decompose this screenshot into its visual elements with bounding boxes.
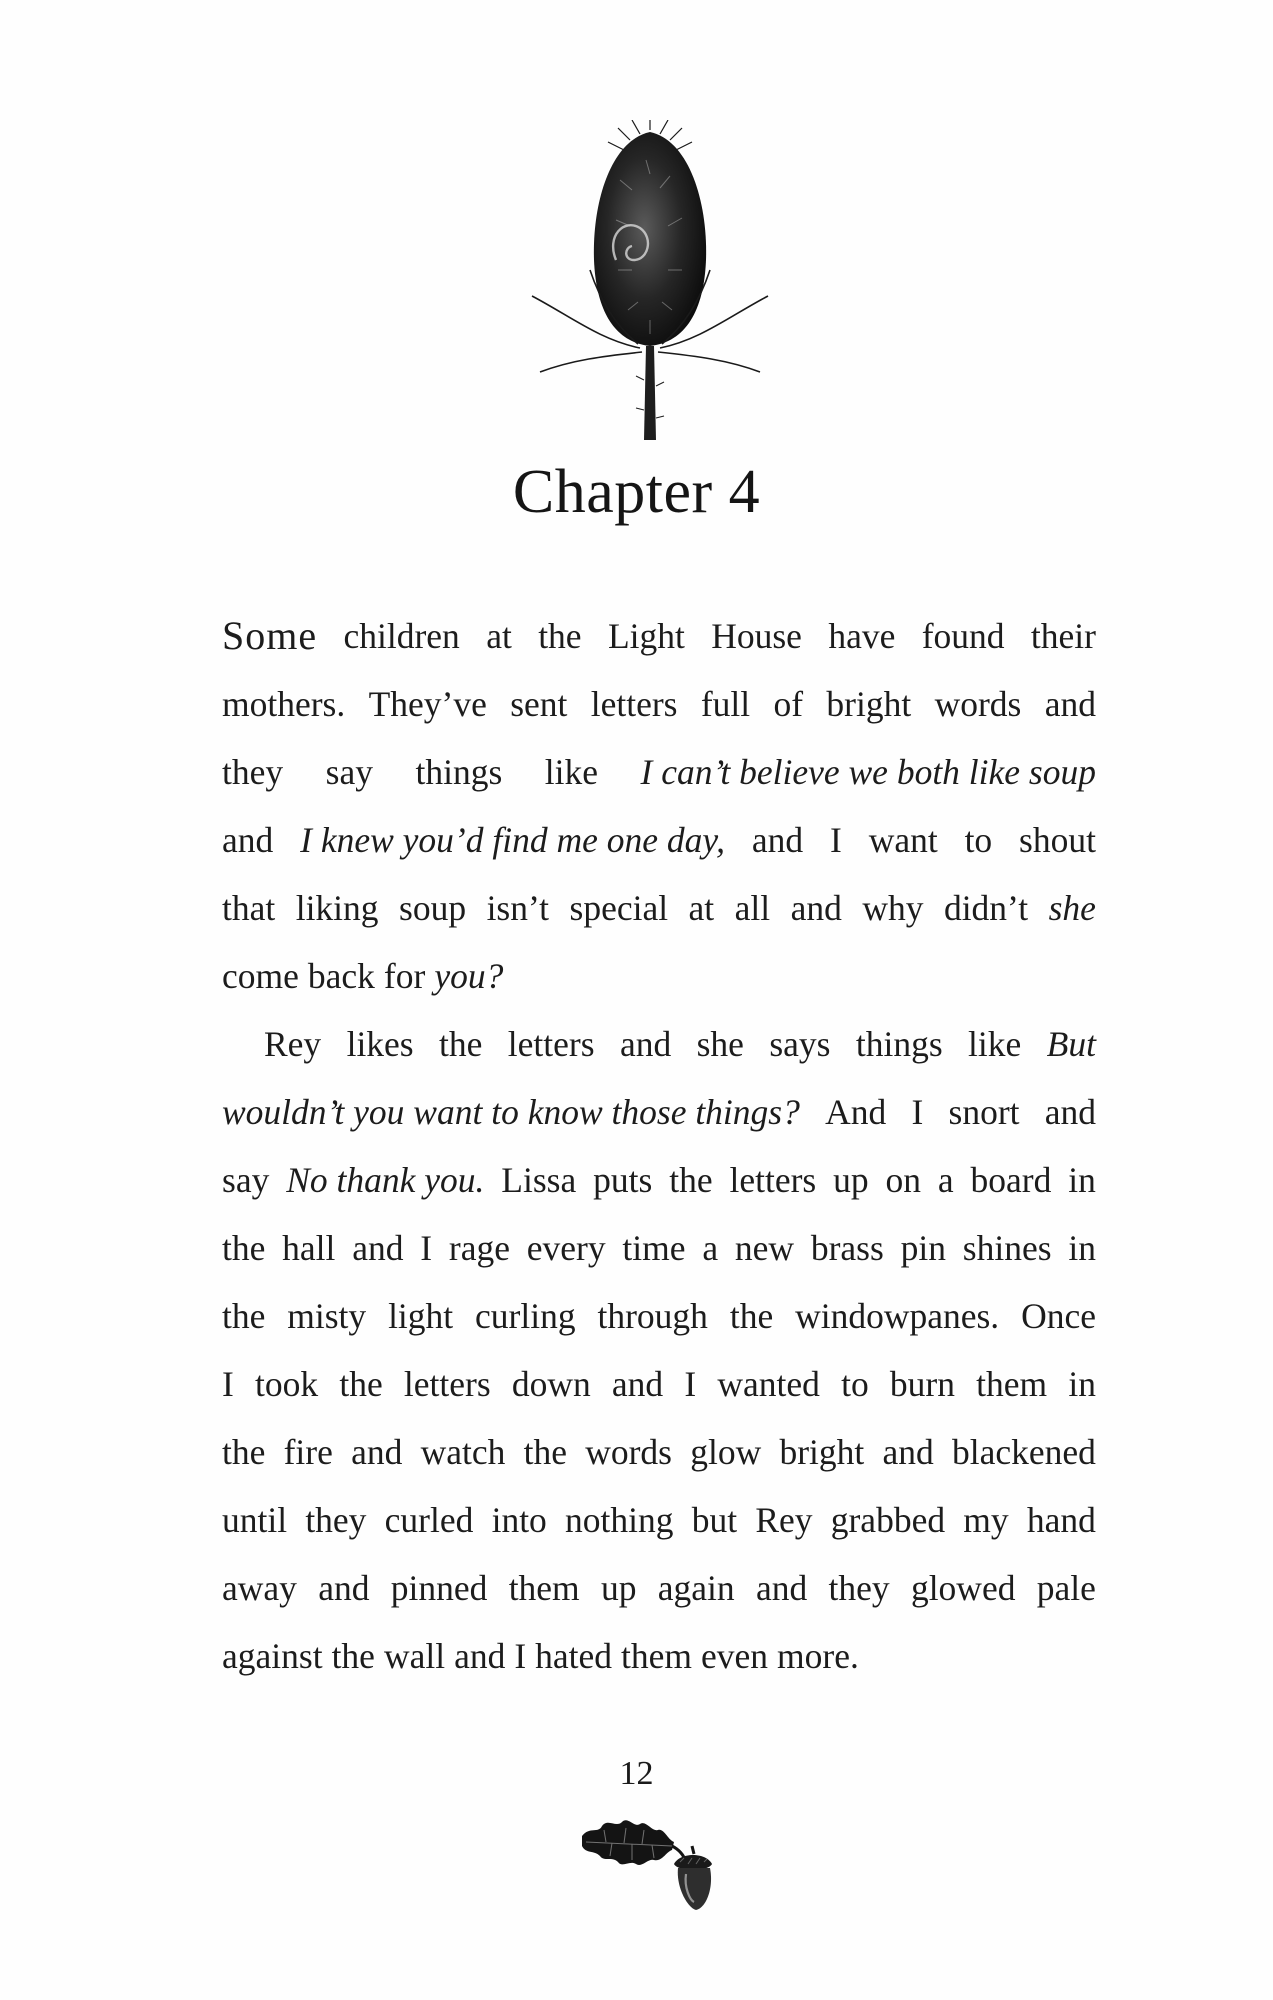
text-line [222,1214,1096,1282]
word: and [352,1228,404,1268]
word: and [318,1568,370,1608]
text-line [222,1418,1096,1486]
word: I [911,1092,924,1132]
word: wanted [717,1364,820,1404]
word: bright [779,1432,865,1472]
word: even [701,1636,769,1676]
word: the [523,1432,567,1472]
word: them [976,1364,1048,1404]
word: into [491,1500,547,1540]
word: and [222,820,274,860]
word: things [855,1024,943,1064]
word: And [825,1092,887,1132]
word: the [222,1228,266,1268]
text-line [222,806,1096,874]
text-line [222,874,1096,942]
word: my [963,1500,1009,1540]
word: the [538,616,582,656]
word: say [222,1160,270,1200]
word: words [934,684,1022,724]
word: to [841,1364,869,1404]
word: took [255,1364,319,1404]
word: fire [283,1432,333,1472]
word: of [773,684,804,724]
word: more. [777,1636,859,1676]
word: House [711,616,802,656]
word: and [751,820,804,860]
word: sent [510,684,568,724]
italic-phrase: I can’t believe we both like soup [640,752,1096,792]
word: didn’t [943,888,1029,928]
word: hall [282,1228,336,1268]
word: say [325,752,373,792]
word: have [828,616,896,656]
word: and [1044,684,1096,724]
text-line [222,1078,1096,1146]
word: words [585,1432,672,1472]
word: letters [729,1160,817,1200]
word: for [383,956,426,996]
word: on [885,1160,921,1200]
word: hand [1026,1500,1096,1540]
word: liking [295,888,379,928]
word: light [388,1296,454,1336]
chapter-body-text [222,602,1096,1690]
word: why [862,888,924,928]
italic-word: she [1048,888,1096,928]
word: brass [810,1228,884,1268]
word: isn’t [486,888,550,928]
word: like [968,1024,1022,1064]
chapter-title: Chapter 4 [512,458,761,526]
word: in [1068,1364,1096,1404]
word: grabbed [830,1500,946,1540]
word: back [307,956,375,996]
word: windowpanes. [795,1296,1000,1336]
word: the [222,1296,266,1336]
word: away [222,1568,297,1608]
word: in [1068,1228,1096,1268]
word: they [305,1500,367,1540]
word: pin [900,1228,946,1268]
word: a [702,1228,719,1268]
word: They’ve [368,684,487,724]
word: glowed [910,1568,1016,1608]
text-line [222,1554,1096,1622]
word: at [486,616,512,656]
word: them [508,1568,580,1608]
word: shout [1019,820,1096,860]
word: they [222,752,284,792]
word: they [828,1568,890,1608]
word: rage [448,1228,510,1268]
word: come [222,956,299,996]
word: letters [590,684,678,724]
word: to [964,820,993,860]
word: hated [535,1636,613,1676]
word: and [351,1432,403,1472]
word: pale [1036,1568,1096,1608]
page-number: 12 [619,1755,654,1792]
word: time [622,1228,686,1268]
word: curled [384,1500,474,1540]
word: mothers. [222,684,346,724]
word: I [420,1228,433,1268]
word: full [700,684,751,724]
text-line [222,942,1096,1010]
text-line [222,1350,1096,1418]
word: the [669,1160,713,1200]
word: Some [222,613,318,658]
word: Rey [264,1024,322,1064]
text-line [222,1010,1096,1078]
word: I [222,1364,234,1404]
word: soup [399,888,467,928]
word: found [921,616,1005,656]
word: shines [962,1228,1052,1268]
word: the [222,1432,266,1472]
word: bright [826,684,912,724]
word: a [937,1160,954,1200]
acorn-oak-leaf-icon [576,1806,736,1916]
word: that [222,888,276,928]
word: says [769,1024,831,1064]
word: through [597,1296,708,1336]
word: and [790,888,842,928]
word: until [222,1500,288,1540]
word: letters [403,1364,491,1404]
word: likes [346,1024,414,1064]
word: all [734,888,771,928]
word: children [343,616,460,656]
word: new [734,1228,795,1268]
word: pinned [390,1568,488,1608]
text-line [222,602,1096,670]
word: special [569,888,669,928]
word: the [331,1636,375,1676]
word: nothing [565,1500,674,1540]
italic-phrase: I knew you’d find me one day, [300,820,726,860]
word: and [1044,1092,1096,1132]
word: again [657,1568,735,1608]
word: them [621,1636,693,1676]
word: and [454,1636,506,1676]
word: wall [383,1636,446,1676]
word: glow [690,1432,762,1472]
word: against [222,1636,323,1676]
teasel-icon [520,120,780,440]
word: want [868,820,938,860]
word: the [439,1024,483,1064]
text-line [222,738,1096,806]
word: I [684,1364,697,1404]
word: up [600,1568,637,1608]
text-line [222,1486,1096,1554]
word: Rey [755,1500,813,1540]
word: things [415,752,503,792]
text-line [222,1282,1096,1350]
word: and [882,1432,934,1472]
italic-phrase: wouldn’t you want to know those things? [222,1092,800,1132]
word: up [833,1160,869,1200]
word: but [691,1500,738,1540]
word: at [688,888,715,928]
word: board [970,1160,1052,1200]
word: and [619,1024,672,1064]
word: Light [607,616,685,656]
word: their [1030,616,1096,656]
word: I [514,1636,527,1676]
italic-word: But [1046,1024,1096,1064]
word: snort [948,1092,1020,1132]
word: I [830,820,842,860]
italic-phrase: No thank you. [286,1160,485,1200]
word: blackened [952,1432,1096,1472]
word: letters [507,1024,595,1064]
word: curling [475,1296,576,1336]
word: puts [593,1160,653,1200]
word: every [526,1228,606,1268]
word: she [696,1024,744,1064]
italic-word: you? [434,956,504,996]
word: the [729,1296,774,1336]
word: the [339,1364,383,1404]
word: misty [287,1296,367,1336]
text-line [222,670,1096,738]
word: and [755,1568,808,1608]
word: like [544,752,599,792]
word: burn [889,1364,955,1404]
word: and [611,1364,664,1404]
word: down [511,1364,591,1404]
word: Lissa [501,1160,577,1200]
word: Once [1021,1296,1096,1336]
word: in [1068,1160,1096,1200]
word: watch [420,1432,506,1472]
text-line [222,1622,1096,1690]
text-line [222,1146,1096,1214]
